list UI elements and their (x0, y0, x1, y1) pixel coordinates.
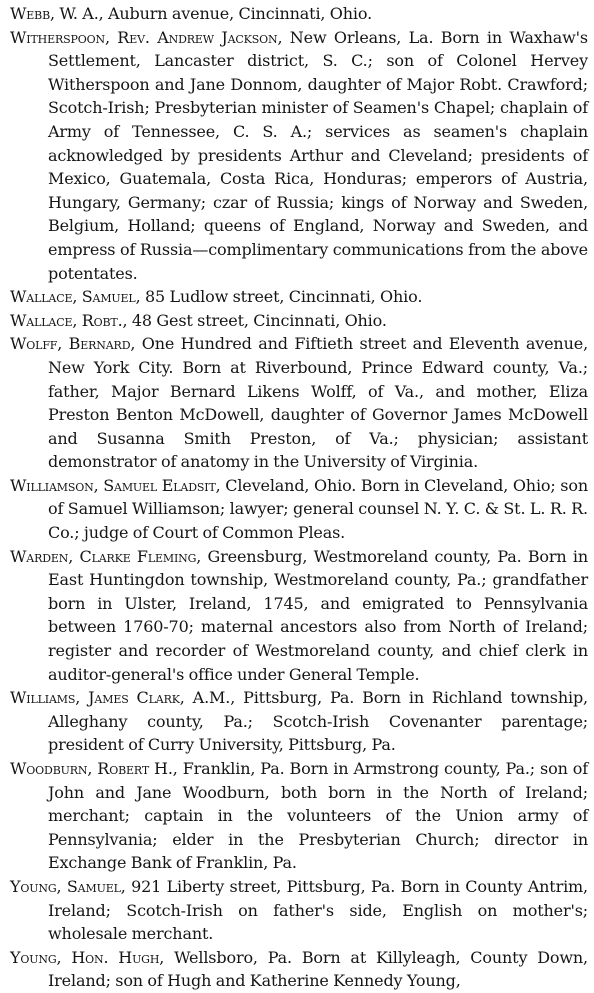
entry-text: 48 Gest street, Cincinnati, Ohio. (127, 310, 387, 330)
entry-name: Warden, Clarke Fleming, (10, 546, 202, 566)
entry-text: New Orleans, La. Born in Waxhaw's Settlement, Lancaster district, S. C.; son of Colonel Hervey Witherspoon and Jane Donnom, daughter of Major Robt. Crawford; Scotch-Irish; Presbyterian minister of Seamen's Chapel; chaplain of Army of Tennessee, C. S. A.; services as seamen's chaplain acknowledged by presidents Arthur and Cleveland; presidents of Mexico, Guatemala, Costa Rica, Honduras; emperors of Austria, Hungary, Germany; czar of Russia; kings of Norway and Sweden, Belgium, Holland; queens of England, Norway and Sweden, and empress of Russia—complimentary communications from the above potentates. (48, 27, 588, 283)
entry-name: Wolff, Bernard, (10, 334, 136, 354)
entry-witherspoon (10, 26, 588, 286)
entry-williamson (10, 474, 588, 545)
entry-name: Woodburn, Robert H., (10, 759, 178, 778)
entry-young-samuel (10, 875, 588, 946)
entry-text: One Hundred and Fiftieth street and Eleventh avenue, New York City. Born at Riverbound, Prince Edward county, Va.; father, Major Bernard Likens Wolff, of Va., and mother, Eliza Preston Benton McDowell, daughter of Governor James McDowell and Susanna Smith Preston, of Va.; physician; assistant demonstrator of anatomy in the University of Virginia. (48, 334, 588, 472)
entry-warden (10, 545, 588, 687)
entry-name: Wallace, Robt., (10, 310, 128, 330)
entry-webb (10, 2, 588, 26)
entry-young-hugh (10, 946, 588, 993)
entry-wallace-robt (10, 309, 588, 333)
entry-williams (10, 686, 588, 757)
entry-wallace-samuel (10, 285, 588, 309)
entry-name: Williamson, Samuel Eladsit, (10, 475, 221, 495)
entry-name: Williams, James Clark, (10, 688, 185, 708)
entry-text: Cleveland, Ohio. Born in Cleveland, Ohio; son of Samuel Williamson; lawyer; general counsel N. Y. C. & St. L. R. R. Co.; judge of Court of Common Pleas. (48, 475, 588, 543)
entry-name: Witherspoon, Rev. Andrew Jackson, (10, 27, 283, 47)
entry-text: 921 Liberty street, Pittsburg, Pa. Born in County Antrim, Ireland; Scotch-Irish on father's side, English on mother's; wholesale merchant. (48, 876, 588, 944)
document-page (10, 2, 588, 993)
entry-text: Auburn avenue, Cincinnati, Ohio. (103, 4, 373, 23)
entry-text: 85 Ludlow street, Cincinnati, Ohio. (140, 287, 423, 307)
entry-name: Young, Hon. Hugh, (10, 947, 165, 967)
entry-text: Franklin, Pa. Born in Armstrong county, Pa.; son of John and Jane Woodburn, both born in the North of Ireland; merchant; captain in the volunteers of the Union army of Pennsylvania; elder in the Presbyterian Church; director in Exchange Bank of Franklin, Pa. (48, 759, 588, 873)
entry-text: Wellsboro, Pa. Born at Killyleagh, County Down, Ireland; son of Hugh and Katherine Kennedy Young, (48, 947, 588, 991)
entry-name: Webb, W. A., (10, 4, 104, 23)
entry-name: Wallace, Samuel, (10, 287, 141, 307)
entry-name: Young, Samuel, (10, 876, 126, 896)
entry-woodburn (10, 757, 588, 875)
entry-text: A.M., Pittsburg, Pa. Born in Richland township, Alleghany county, Pa.; Scotch-Irish Covenanter parentage; president of Curry University, Pittsburg, Pa. (48, 688, 588, 755)
entry-wolff (10, 332, 588, 474)
entry-text: Greensburg, Westmoreland county, Pa. Born in East Huntingdon township, Westmoreland county, Pa.; grandfather born in Ulster, Ireland, 1745, and emigrated to Pennsylvania between 1760-70; maternal ancestors also from North of Ireland; register and recorder of Westmoreland county, and chief clerk in auditor-general's office under General Temple. (48, 546, 588, 684)
